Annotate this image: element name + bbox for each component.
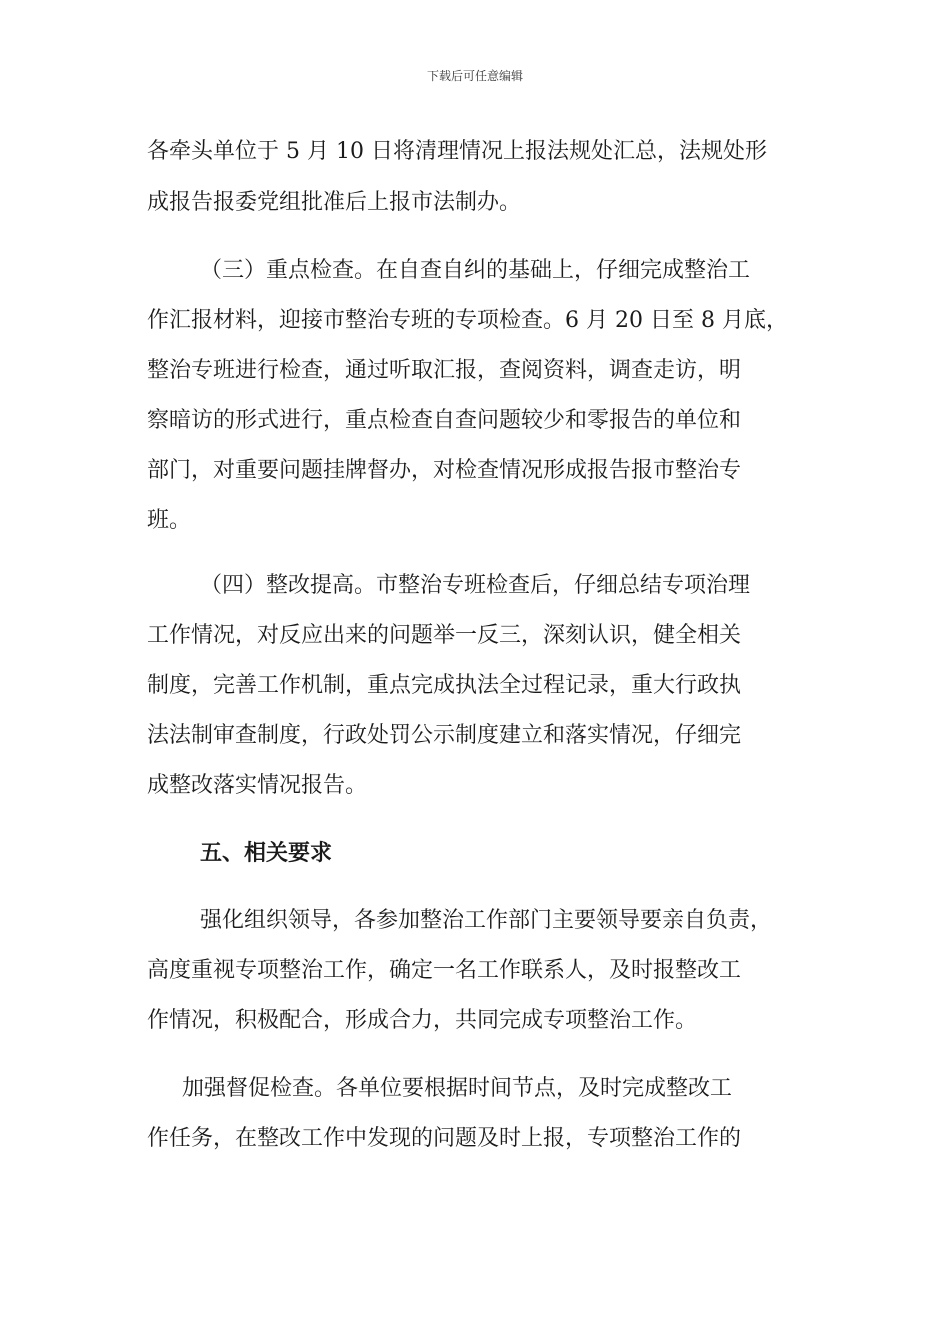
paragraph-2-line-2: 作汇报材料，迎接市整治专班的专项检查。6 月 20 日至 8 月底， xyxy=(147,308,788,333)
paragraph-5-line-2: 作任务，在整改工作中发现的问题及时上报，专项整治工作的 xyxy=(147,1126,742,1151)
paragraph-3-line-1: （四）整改提高。市整治专班检查后，仔细总结专项治理 xyxy=(200,573,751,598)
paragraph-2-line-3: 整治专班进行检查，通过听取汇报，查阅资料，调查走访，明 xyxy=(147,358,742,383)
paragraph-3-line-5: 成整改落实情况报告。 xyxy=(147,773,368,798)
paragraph-4-line-2: 高度重视专项整治工作，确定一名工作联系人，及时报整改工 xyxy=(147,958,742,983)
paragraph-2-line-1: （三）重点检查。在自查自纠的基础上，仔细完成整治工 xyxy=(200,258,751,283)
paragraph-1-line-1: 各牵头单位于 5 月 10 日将清理情况上报法规处汇总，法规处形 xyxy=(147,139,767,164)
paragraph-4-line-1: 强化组织领导，各参加整治工作部门主要领导要亲自负责， xyxy=(200,908,773,933)
paragraph-2-line-4: 察暗访的形式进行，重点检查自查问题较少和零报告的单位和 xyxy=(147,408,742,433)
paragraph-3-line-2: 工作情况，对反应出来的问题举一反三，深刻认识，健全相关 xyxy=(147,623,742,648)
paragraph-3-line-3: 制度，完善工作机制，重点完成执法全过程记录，重大行政执 xyxy=(147,673,742,698)
paragraph-4-line-3: 作情况，积极配合，形成合力，共同完成专项整治工作。 xyxy=(147,1008,698,1033)
paragraph-1-line-2: 成报告报委党组批准后上报市法制办。 xyxy=(147,190,522,215)
paragraph-2-line-6: 班。 xyxy=(147,508,192,533)
section-heading: 五、相关要求 xyxy=(200,841,333,866)
paragraph-5-line-1: 加强督促检查。各单位要根据时间节点，及时完成整改工 xyxy=(182,1076,733,1101)
page-header-note: 下载后可任意编辑 xyxy=(426,69,523,83)
paragraph-3-line-4: 法法制审查制度，行政处罚公示制度建立和落实情况，仔细完 xyxy=(147,723,742,748)
paragraph-2-line-5: 部门，对重要问题挂牌督办，对检查情况形成报告报市整治专 xyxy=(147,458,742,483)
